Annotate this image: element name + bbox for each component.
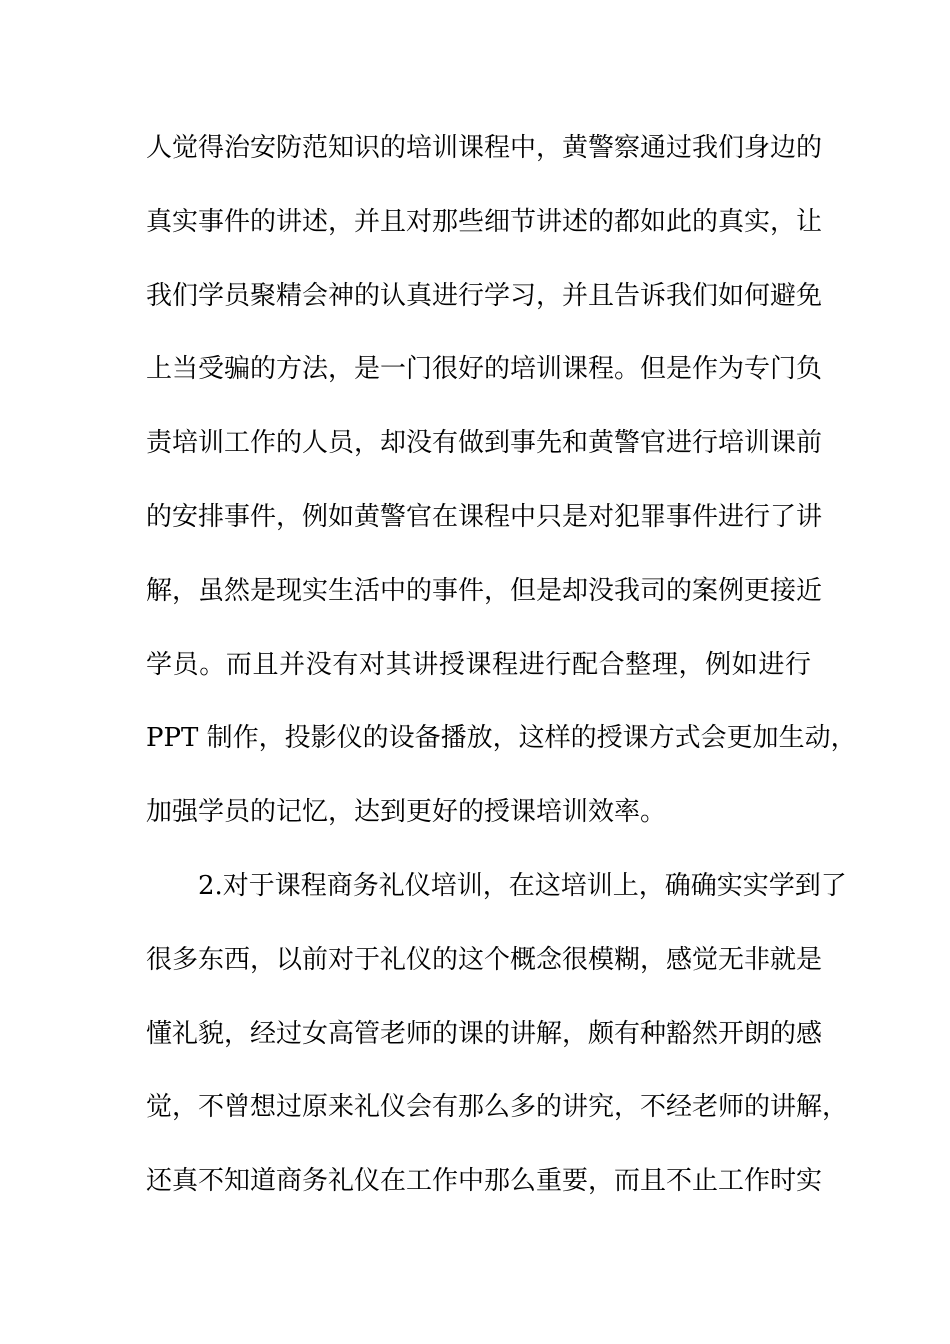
paragraph-line: 解，虽然是现实生活中的事件，但是却没我司的案例更接近 [146,575,823,606]
paragraph-first-line: 2.对于课程商务礼仪培训，在这培训上，确确实实学到了 [198,870,847,901]
paragraph-line: 责培训工作的人员，却没有做到事先和黄警官进行培训课前 [146,428,823,459]
paragraph-line: 还真不知道商务礼仪在工作中那么重要，而且不止工作时实 [146,1166,823,1197]
paragraph-line: 真实事件的讲述，并且对那些细节讲述的都如此的真实，让 [146,206,823,237]
paragraph-line: 人觉得治安防范知识的培训课程中，黄警察通过我们身边的 [146,133,823,163]
paragraph-line: 觉，不曾想过原来礼仪会有那么多的讲究，不经老师的讲解， [146,1092,849,1123]
paragraph-line: 很多东西，以前对于礼仪的这个概念很模糊，感觉无非就是 [146,944,823,975]
paragraph-line: 学员。而且并没有对其讲授课程进行配合整理，例如进行 [146,649,811,680]
paragraph-line: 的安排事件，例如黄警官在课程中只是对犯罪事件进行了讲 [146,501,823,532]
paragraph-line: 我们学员聚精会神的认真进行学习，并且告诉我们如何避免 [146,280,823,311]
paragraph-line: PPT 制作，投影仪的设备播放，这样的授课方式会更加生动， [146,723,857,754]
document-body [146,128,857,1235]
paragraph-line: 懂礼貌，经过女高管老师的课的讲解，颇有种豁然开朗的感 [146,1018,823,1049]
paragraph-line: 加强学员的记忆，达到更好的授课培训效率。 [146,797,667,828]
paragraph-line: 上当受骗的方法，是一门很好的培训课程。但是作为专门负 [146,354,823,385]
